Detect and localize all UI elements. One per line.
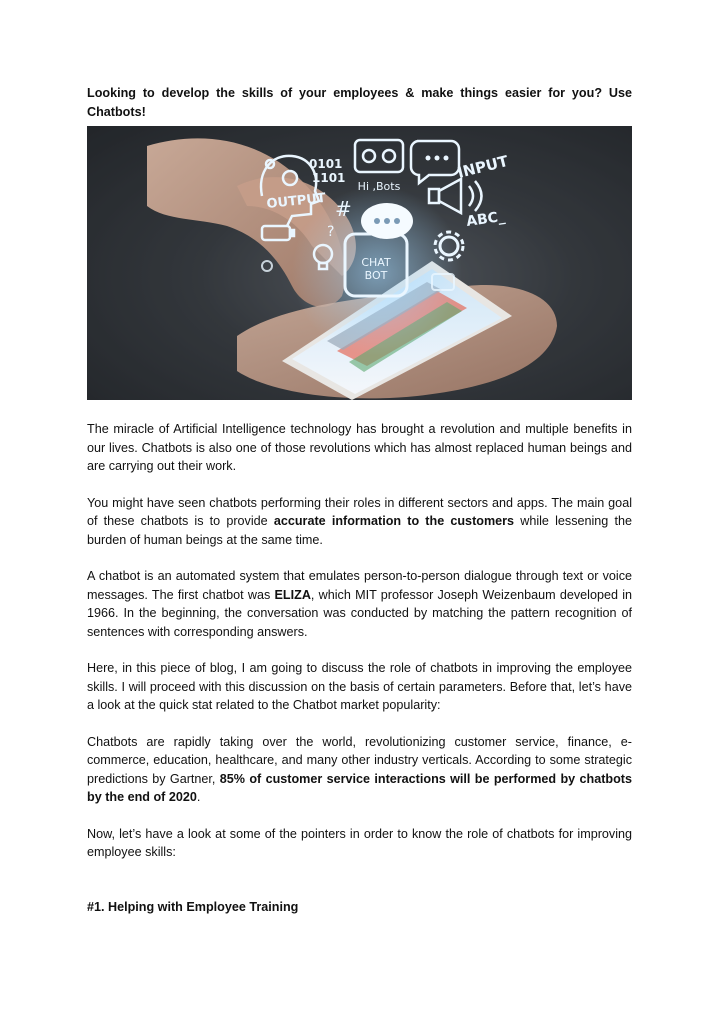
hero-image [87, 126, 632, 400]
paragraph-4: Here, in this piece of blog, I am going to discuss the role of chatbots in improving the employee skills. I will proceed with this discussion on the basis of certain parameters. Before that, let’s have a look at the quick stat related to the Chatbot market popularity: [87, 661, 632, 712]
paragraph-5: Chatbots are rapidly taking over the world, revolutionizing customer service, finance, e-commerce, education, healthcare, and many other industry verticals. According to some strategic predictions by Gartner, 85% of customer service interactions will be performed by chatbots by the end of 2020. [87, 734, 632, 804]
paragraph-1: The miracle of Artificial Intelligence technology has brought a revolution and multiple benefits in our lives. Chatbots is also one of those revolutions which has almost replaced human beings and are carrying out their work. [87, 422, 632, 473]
section-heading: #1. Helping with Employee Training [87, 899, 299, 914]
headline: Looking to develop the skills of your employees & make things easier for you? Use Chatbots! [87, 86, 632, 119]
emphasis-eliza: ELIZA [274, 587, 311, 602]
question-icon: ? [327, 224, 335, 240]
hero-illustration [87, 126, 632, 400]
document-page [87, 84, 632, 917]
paragraph-3: A chatbot is an automated system that emulates person-to-person dialogue through text or voice messages. The first chatbot was ELIZA, which MIT professor Joseph Weizenbaum developed in 1966. In the beginning, the conversation was conducted by matching the pattern recognition of sentences with corresponding answers. [87, 569, 632, 639]
binary-line-2: 1101 [312, 171, 346, 185]
bot-label: BOT [364, 269, 388, 282]
emphasis-accurate-information: accurate information to the customers [273, 514, 515, 528]
hi-bots-label: Hi ,Bots [357, 180, 401, 193]
chat-label: CHAT [361, 256, 391, 269]
paragraph-2: You might have seen chatbots performing their roles in different sectors and apps. The main goal of these chatbots is to provide accurate information to the customers while lessening the burden of human beings at the same time. [87, 495, 632, 547]
emphasis-gartner-stat: 85% of customer service interactions will be performed by chatbots by the end of 2020 [87, 771, 632, 804]
abc-label: ABC_ [465, 208, 506, 230]
hashtag-icon: # [335, 197, 352, 221]
output-label: OUTPUT [265, 190, 327, 212]
input-label: INPUT [455, 151, 510, 182]
binary-line-1: 0101 [309, 157, 343, 171]
paragraph-6: Now, let’s have a look at some of the pointers in order to know the role of chatbots for improving employee skills: [87, 826, 632, 859]
